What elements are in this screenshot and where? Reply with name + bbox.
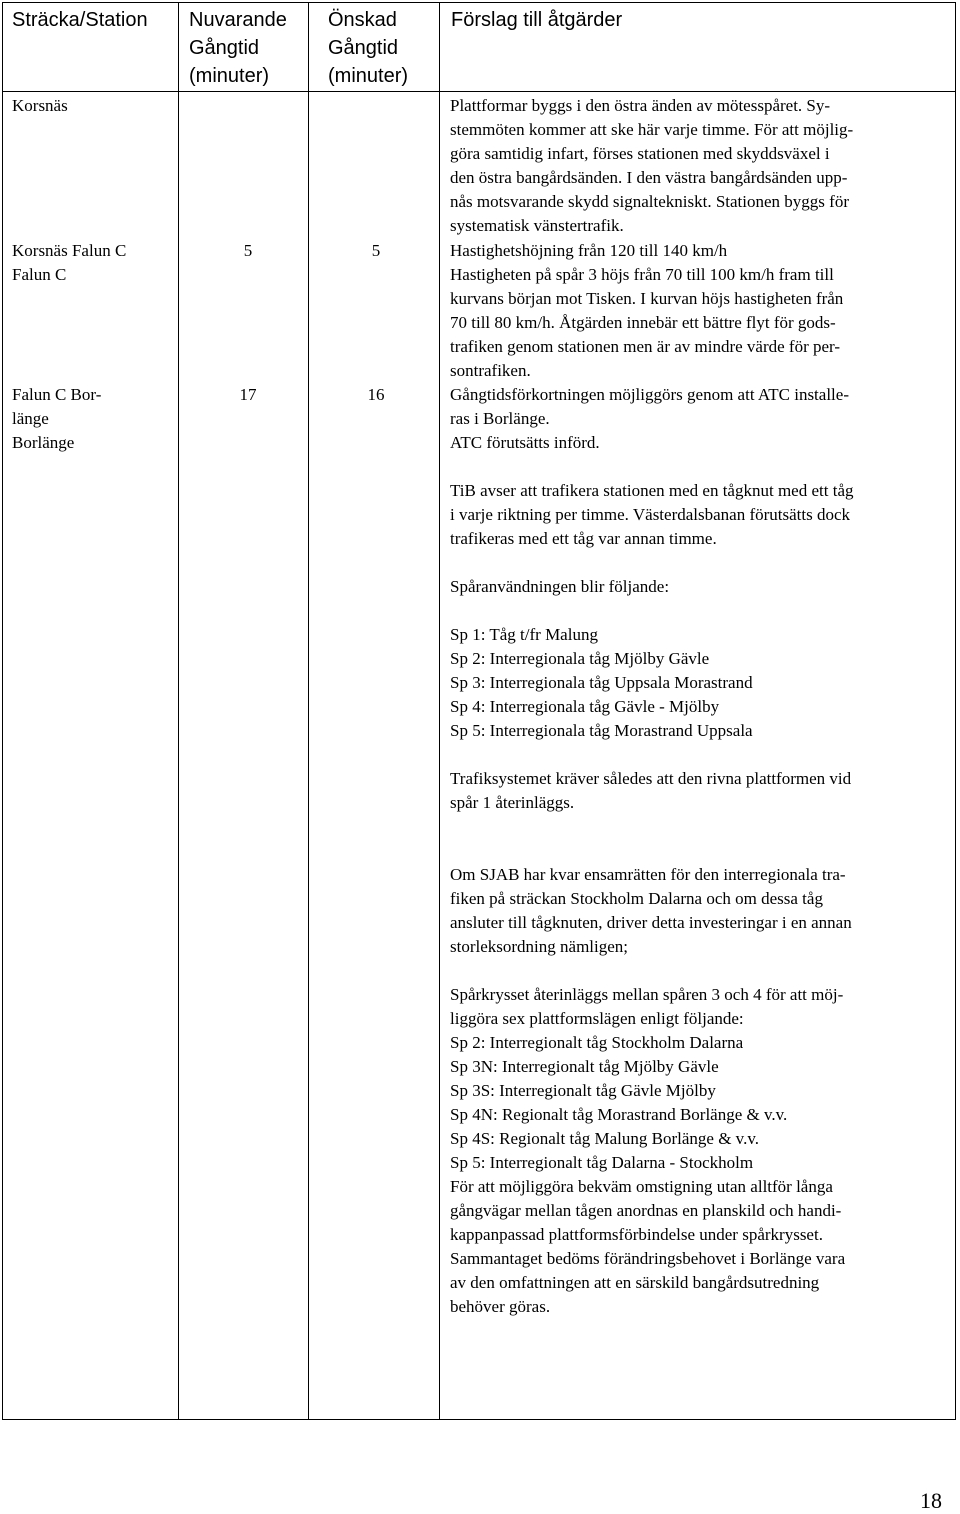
page-number: 18	[920, 1488, 942, 1513]
row-korsnas-falun-desired: 5	[371, 241, 381, 260]
header-current-time: Nuvarande Gångtid (minuter)	[189, 9, 287, 87]
measures-table	[2, 2, 956, 1420]
row-borlange-measures: ATC förutsätts införd. TiB avser att trafikera stationen med en tågknut med ett tåg i varje riktning per timme. Västerdalsbanan förutsätts dock trafikeras med ett tåg var annan timme. Spåranvändningen blir följande: Sp 1: Tåg t/fr Malung Sp 2: Interregionala tåg Mjölby Gävle Sp 3: Interregionala tåg Uppsala Morastrand Sp 4: Interregionala tåg Gävle - Mjölby Sp 5: Interregionala tåg Morastrand Uppsala Trafiksystemet kräver således att den rivna plattformen vid spår 1 återinläggs. Om SJAB har kvar ensamrätten för den interregionala tra- fiken på sträckan Stockholm Dalarna och om dessa tåg ansluter till tågknuten, driver detta investeringar i en annan storleksordning nämligen; Spårkrysset återinläggs mellan spåren 3 och 4 för att möj- liggöra sex plattformslägen enligt följande: Sp 2: Interregionalt tåg Stockholm Dalarna Sp 3N: Interregionalt tåg Mjölby Gävle Sp 3S: Interregionalt tåg Gävle Mjölby Sp 4N: Regionalt tåg Morastrand Borlänge & v.v. Sp 4S: Regionalt tåg Malung Borlänge & v.v. Sp 5: Interregionalt tåg Dalarna - Stockholm För att möjliggöra bekväm omstigning utan alltför långa gångvägar mellan tågen anordnas en planskild och handi- kappanpassad plattformsförbindelse under spårkrysset. Sammantaget bedöms förändringsbehovet i Borlänge vara av den omfattningen att en särskild bangårdsutredning behöver göras.	[450, 433, 854, 1316]
row-falun-measures: Hastigheten på spår 3 höjs från 70 till 100 km/h fram till kurvans början mot Tisken. I kurvan höjs hastigheten från 70 till 80 km/h. Åtgärden innebär ett bättre flyt för gods- trafiken genom stationen men är av mindre värde för per- sontrafiken.	[450, 265, 844, 380]
header-measures: Förslag till åtgärder	[451, 9, 623, 31]
row-korsnas-measures: Plattformar byggs i den östra änden av mötesspåret. Sy- stemmöten kommer att ske här varje timme. För att möjlig- göra samtidig infart, förses stationen med skyddsväxel i den östra bangårdsänden. I den västra bangårdsänden upp- nås motsvarande skydd signaltekniskt. Stationen byggs för systematisk vänstertrafik.	[450, 96, 854, 235]
header-divider	[3, 91, 955, 92]
row-falun-borlange-desired: 16	[367, 385, 385, 404]
column-divider	[178, 3, 179, 1419]
row-borlange-station: Borlänge	[12, 433, 75, 452]
column-divider	[439, 3, 440, 1419]
row-falun-borlange-measures: Gångtidsförkortningen möjliggörs genom att ATC installe- ras i Borlänge.	[450, 385, 849, 428]
column-divider	[308, 3, 309, 1419]
row-korsnas-falun-station: Korsnäs Falun C	[12, 241, 127, 260]
header-desired-time: Önskad Gångtid (minuter)	[328, 9, 409, 87]
row-korsnas-falun-measures: Hastighetshöjning från 120 till 140 km/h	[450, 241, 728, 260]
row-falun-borlange-station: Falun C Bor- länge	[12, 385, 102, 428]
row-korsnas-station: Korsnäs	[12, 96, 68, 115]
row-korsnas-falun-current: 5	[243, 241, 253, 260]
row-falun-borlange-current: 17	[239, 385, 257, 404]
header-station: Sträcka/Station	[12, 9, 148, 31]
row-falun-station: Falun C	[12, 265, 67, 284]
